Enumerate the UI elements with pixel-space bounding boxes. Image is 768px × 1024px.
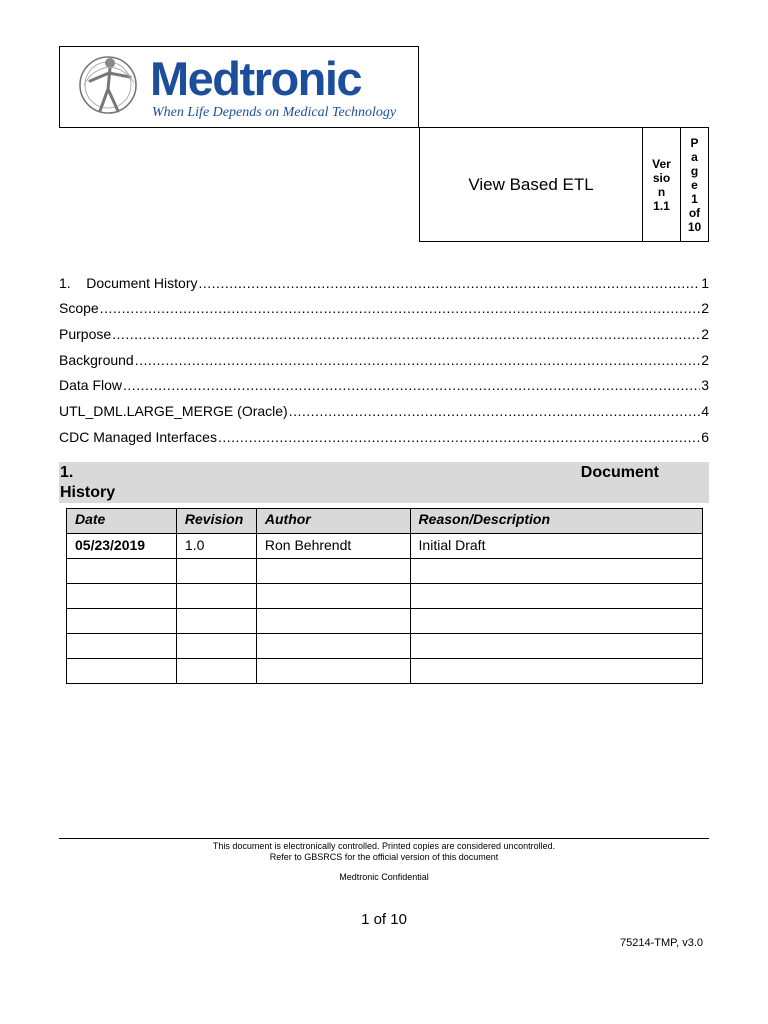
brand-tagline: When Life Depends on Medical Technology [152,105,397,120]
toc-page-number: 6 [701,428,709,445]
cell-reason: Initial Draft [410,534,702,559]
page-count-text: 10 [687,219,702,234]
toc-page-number: 3 [701,377,709,394]
toc-page-number: 4 [701,403,709,420]
table-row [67,534,703,559]
toc-entry-data-flow[interactable] [59,369,709,395]
toc-entry-cdc-managed-interfaces[interactable] [59,420,709,446]
logo-box [59,46,419,128]
cell-date [67,634,177,659]
document-title: View Based ETL [468,174,594,194]
page-count-text: P [690,135,699,150]
section-title-part: Document [580,464,659,481]
section-title-part: History [60,484,116,501]
table-row [67,634,703,659]
cell-revision: 1.0 [176,534,256,559]
cell-author [256,634,410,659]
table-row [67,559,703,584]
toc-page-number: 2 [701,326,709,343]
cell-revision [176,584,256,609]
cell-revision [176,634,256,659]
cell-date [67,584,177,609]
toc-entry-background[interactable] [59,343,709,369]
toc-leader [100,299,701,317]
page-count-text: e [691,177,698,192]
cell-reason [410,659,702,684]
footer-divider [59,838,709,839]
toc-label: CDC Managed Interfaces [59,428,217,445]
cell-reason [410,634,702,659]
version-text: sio [652,170,671,185]
medtronic-figure-logo-icon [72,51,144,121]
table-row [67,584,703,609]
page-count-text: of [688,205,701,220]
toc-label: Purpose [59,326,112,343]
toc-entry-document-history[interactable] [59,266,709,292]
toc-label: 1. Document History [59,274,198,291]
table-of-contents [59,266,709,446]
page-count-text: a [691,149,698,164]
toc-leader [199,274,701,292]
document-title-cell [419,127,643,242]
toc-leader [112,325,700,343]
cell-author [256,609,410,634]
toc-label: Data Flow [59,377,123,394]
toc-leader [123,376,700,394]
toc-leader [218,428,700,446]
footer-control-notice: This document is electronically controlled. Printed copies are considered uncontrolled. [212,841,556,851]
column-header-date: Date [67,509,177,534]
version-text: n [657,184,666,199]
cell-date [67,609,177,634]
form-id: 75214-TMP, v3.0 [620,937,703,949]
page-count-text: 1 [691,191,698,206]
version-cell [642,127,681,242]
toc-label: Scope [59,300,99,317]
table-row [67,609,703,634]
document-history-table [66,508,703,684]
cell-author: Ron Behrendt [256,534,410,559]
page-count-text: g [690,163,699,178]
cell-revision [176,609,256,634]
cell-revision [176,659,256,684]
footer-confidential: Medtronic Confidential [339,872,429,882]
version-text: Ver [652,156,671,171]
page-number: 1 of 10 [361,911,407,928]
toc-entry-purpose[interactable] [59,317,709,343]
toc-label: UTL_DML.LARGE_MERGE (Oracle) [59,403,288,420]
page-count-cell [680,127,709,242]
toc-page-number: 1 [701,274,709,291]
toc-page-number: 2 [701,300,709,317]
cell-author [256,584,410,609]
cell-date [67,659,177,684]
toc-page-number: 2 [701,351,709,368]
cell-reason [410,609,702,634]
brand-name: Medtronic [150,52,362,105]
cell-date [67,559,177,584]
section-number: 1. [60,464,74,481]
cell-author [256,659,410,684]
table-header-row [67,509,703,534]
table-row [67,659,703,684]
toc-leader [135,351,700,369]
toc-label: Background [59,351,134,368]
section-heading [59,462,709,503]
column-header-author: Author [256,509,410,534]
cell-reason [410,559,702,584]
toc-entry-large-merge[interactable] [59,394,709,420]
version-text: 1.1 [653,198,670,213]
cell-author [256,559,410,584]
column-header-revision: Revision [176,509,256,534]
toc-leader [289,402,700,420]
footer-reference-notice: Refer to GBSRCS for the official version of this document [269,852,499,862]
cell-reason [410,584,702,609]
column-header-reason: Reason/Description [410,509,702,534]
cell-revision [176,559,256,584]
cell-date: 05/23/2019 [67,534,177,559]
toc-entry-scope[interactable] [59,292,709,318]
